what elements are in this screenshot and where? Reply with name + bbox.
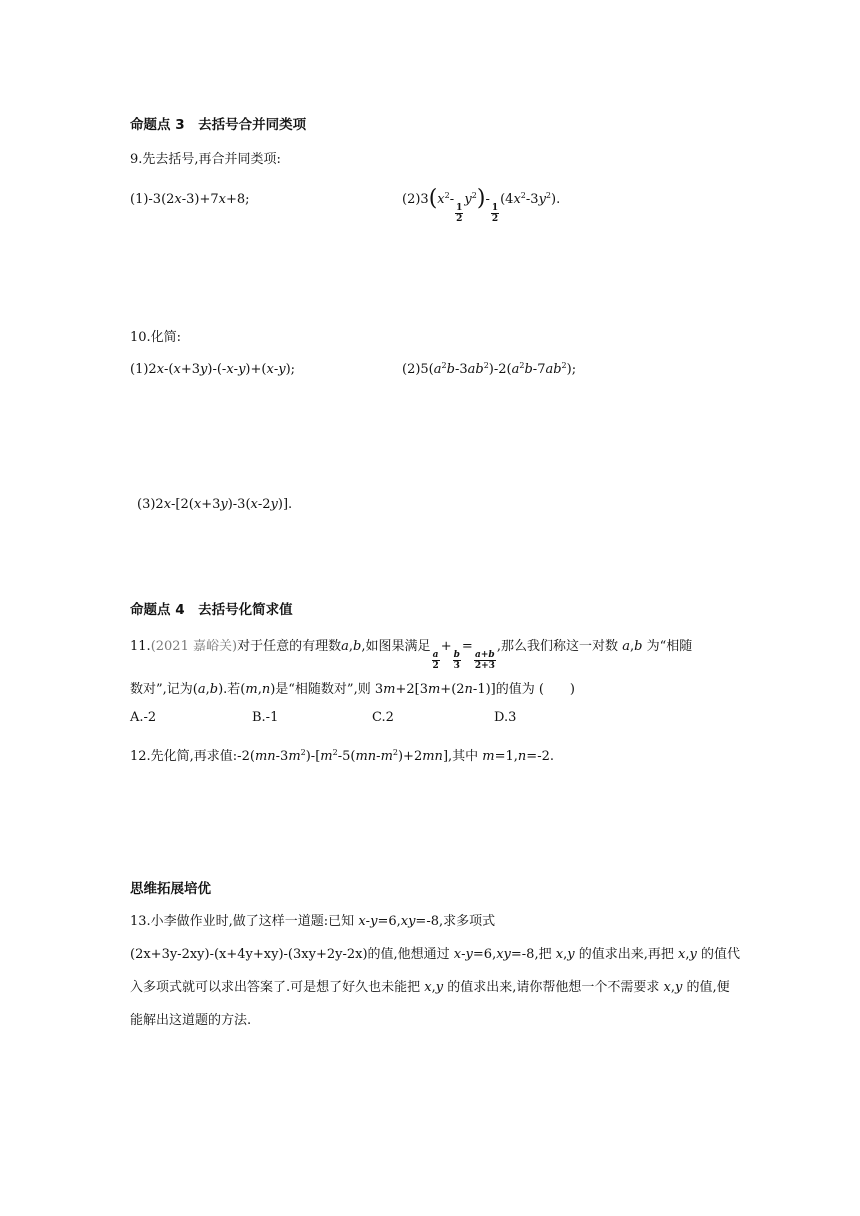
section-title-4: 命题点 4 去括号化简求值: [130, 602, 293, 618]
q11-option-b: B.-1: [252, 710, 279, 725]
q9-part1: (1)-3(2x-3)+7x+8;: [130, 192, 250, 207]
section-title-3: 命题点 3 去括号合并同类项: [130, 117, 307, 133]
q11-option-a: A.-2: [130, 710, 157, 725]
q12: 12.先化简,再求值$:-2(mn-3m^2)-[m^2-5(mn-m^2)+2mn]$,其中 m=1,n=-2.: [130, 748, 554, 764]
q10-part2: $(2)5(a^2b-3ab^2)-2(a^2b-7ab^2)$;: [402, 361, 577, 377]
section-title-5: 思维拓展培优: [130, 881, 211, 897]
q11-line1: 11.(2021 嘉峪关)对于任意的有理数a,b,如图果满足 $\frac{a}{2}$ + $\frac{b}{3}$ = $\frac{a+b}{2+3}$ ,那么我们称这一对数 a,b 为“相随: [130, 639, 693, 671]
q11-option-c: C.2: [372, 710, 394, 725]
q11-option-d: D.3: [494, 710, 517, 725]
q10-stem: 10.化简:: [130, 330, 182, 345]
q13: 13.小李做作业时,做了这样一道题:已知 x-y=6,xy=-8,求多项式 (2x+3y-2xy)-(x+4y+xy)-(3xy+2y-2x)的值,他想通过 x-y=6,xy=-8,把 x,y 的值求出来,再把 x,y 的值代入多项式就可以求出答案了.可是想了好久也未能把 x,y 的值求出来,请你帮他想一个不需要求 x,y 的值,便能解出这道题的方法.: [130, 914, 740, 1028]
q9-stem: 9.先去括号,再合并同类项:: [130, 152, 281, 167]
q10-part3: (3)2x-[2(x+3y)-3(x-2y)].: [137, 497, 293, 512]
q9-part2: $(2)3(x^2-$ $\frac{1}{2}$ $y^2)-$ $\frac{1}{2}$ $(4x^2-3y^2)$.: [402, 186, 561, 224]
q10-part1: (1)2x-(x+3y)-(-x-y)+(x-y);: [130, 362, 296, 377]
q11-source: (2021 嘉峪关): [150, 639, 238, 654]
q11-line2: 数对”,记为(a,b).若(m,n)是“相随数对”,则 3m+2[3m+(2n-1)]的值为 ( ): [130, 682, 576, 697]
